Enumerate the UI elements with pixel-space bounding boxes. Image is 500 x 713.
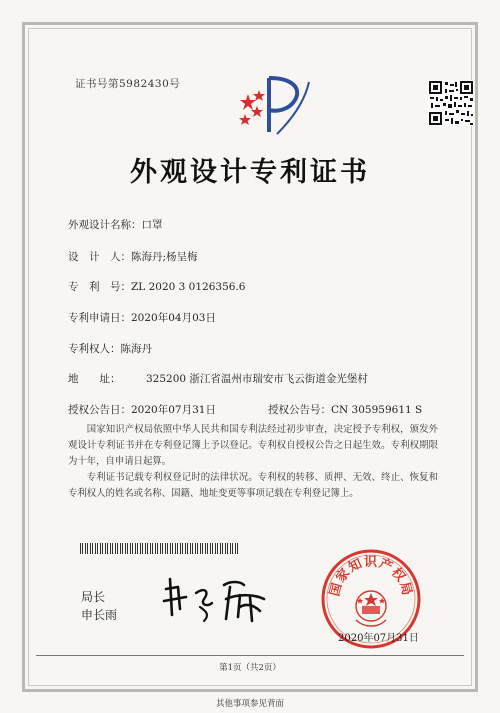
designer-value: 陈海丹;杨呈梅 — [131, 251, 198, 263]
grant-number-value: CN 305959611 S — [331, 404, 423, 416]
footnote: 其他事项参见背面 — [215, 699, 284, 709]
certificate-title: 外观设计专利证书 — [130, 157, 370, 188]
designer-label: 设 计 人： — [68, 251, 131, 263]
body-paragraph-1: 国家知识产权局依照中华人民共和国专利法经过初步审查，决定授予专利权，颁发外观设计专利证书并在专利登记簿上予以登记。专利权自授权公告之日起生效。专利权期限为十年，自申请日起算。 — [68, 424, 438, 467]
address-label: 地 址： — [68, 373, 121, 385]
director-name: 申长雨 — [81, 608, 118, 622]
page-number: 第1页（共2页） — [219, 663, 281, 673]
patentee-value: 陈海丹 — [120, 343, 152, 355]
patentee-label: 专利权人： — [68, 343, 121, 355]
seal-date: 2020年07月31日 — [338, 633, 419, 644]
svg-text:国家知识产权局: 国家知识产权局 — [327, 555, 415, 598]
qr-code-icon — [428, 80, 474, 126]
grant-number-row — [268, 402, 422, 417]
filing-date-value: 2020年04月03日 — [131, 312, 216, 324]
grant-number-label: 授权公告号： — [268, 404, 331, 416]
design-name-value: 口罩 — [141, 219, 163, 231]
address-row — [68, 371, 368, 386]
footer-divider — [36, 655, 464, 656]
address-value: 325200 浙江省温州市瑞安市飞云街道金光堡村 — [146, 373, 368, 385]
director-title: 局长 — [81, 590, 106, 604]
design-name-label: 外观设计名称： — [68, 219, 142, 231]
filing-date-label: 专利申请日： — [68, 312, 131, 324]
patentee-row — [68, 341, 152, 356]
body-paragraph-2: 专利证书记载专利权登记时的法律状况。专利权的转移、质押、无效、终止、恢复和专利权人的姓名或名称、国籍、地址变更等事项记载在专利登记簿上。 — [68, 472, 438, 499]
designer-row — [68, 249, 198, 264]
director-signature — [160, 575, 275, 627]
patent-number-label: 专 利 号： — [68, 281, 131, 293]
design-name-row — [68, 217, 163, 232]
barcode — [80, 543, 240, 554]
patent-number-row — [68, 279, 245, 294]
filing-date-row — [68, 310, 216, 325]
grant-date-label: 授权公告日： — [68, 404, 131, 416]
certificate-number: 证书号第5982430号 — [75, 78, 181, 90]
cnipa-logo-icon — [235, 72, 315, 142]
grant-date-row — [68, 402, 216, 417]
grant-date-value: 2020年07月31日 — [131, 404, 216, 416]
patent-number-value: ZL 2020 3 0126356.6 — [131, 281, 246, 293]
